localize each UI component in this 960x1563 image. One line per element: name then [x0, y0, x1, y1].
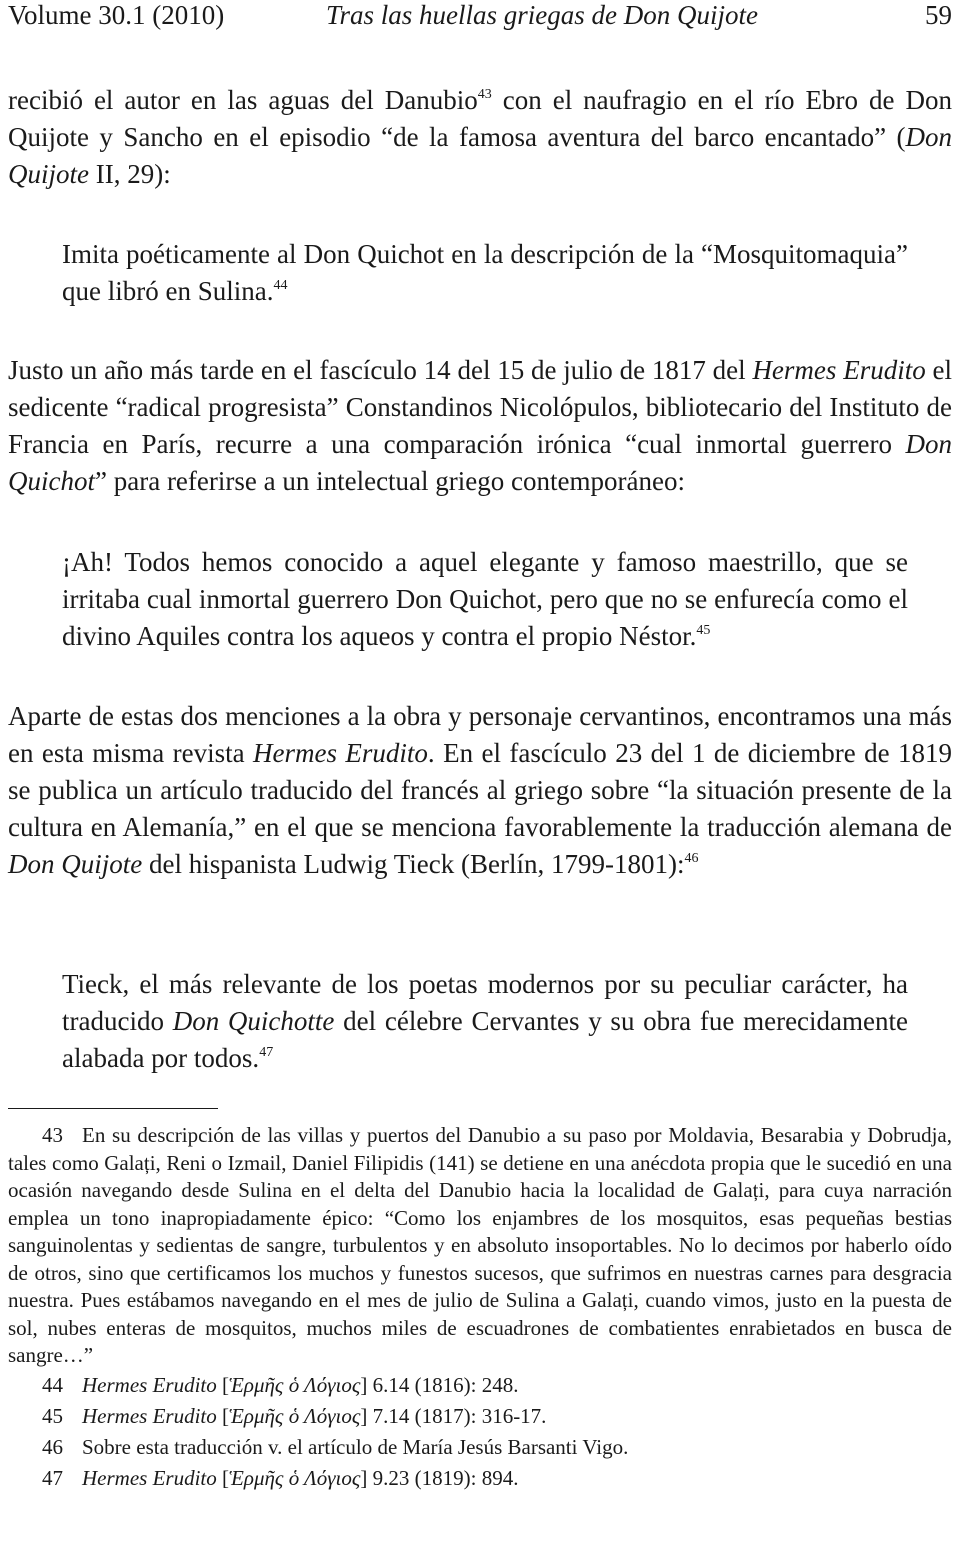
para2-italic-2: Don Quichot [8, 429, 952, 496]
para1-text-2: con el naufragio en el río Ebro de Don Quijote y Sancho en el episodio “de la famosa aventura del barco encantado” ( [8, 85, 952, 152]
para2-italic-1: Hermes Erudito [752, 355, 926, 385]
running-header [8, 0, 952, 40]
footnote-text: [ [216, 1372, 229, 1397]
footnote-45 [8, 1401, 952, 1432]
footnote-source: Hermes Erudito [82, 1372, 217, 1397]
paragraph-2 [8, 352, 952, 500]
para1-italic-title: Don Quijote [8, 122, 952, 189]
footnote-number: 43 [42, 1123, 63, 1147]
para2-text-3: ” para referirse a un intelectual griego contemporáneo: [95, 466, 685, 496]
footnote-divider [8, 1108, 218, 1109]
footnote-ref-47[interactable]: 47 [259, 1045, 274, 1060]
quote1-text: Imita poéticamente al Don Quichot en la descripción de la “Mosquitomaquia” que libró en Sulina. [62, 239, 908, 306]
footnote-text: [ [216, 1465, 229, 1490]
footnote-greek-title: Ἑρμῆς ὁ Λόγιος [229, 1403, 361, 1428]
footnote-text: [ [216, 1403, 229, 1428]
footnotes [8, 1122, 952, 1494]
quote3-text-2: del célebre Cervantes y su obra fue merecidamente alabada por todos. [62, 1006, 908, 1073]
footnote-ref-43[interactable]: 43 [477, 87, 492, 102]
para3-text-2: . En el fascículo 23 del 1 de diciembre de 1819 se publica un artículo traducido del francés al griego sobre “la situación presente de la cultura en Alemanía,” en el que se menciona favorablemente la traducción alemana de [8, 738, 952, 842]
para2-text-2: el sedicente “radical progresista” Constandinos Nicolópulos, bibliotecario del Instituto de Francia en París, recurre a una comparación irónica “cual inmortal guerrero [8, 355, 952, 459]
footnote-citation: ] 6.14 (1816): 248. [360, 1372, 519, 1397]
footnote-citation: ] 7.14 (1817): 316-17. [360, 1403, 547, 1428]
footnote-47 [8, 1463, 952, 1494]
footnote-ref-46[interactable]: 46 [684, 851, 699, 866]
quote3-italic: Don Quichotte [172, 1006, 335, 1036]
footnote-ref-44[interactable]: 44 [273, 278, 288, 293]
quote2-text: ¡Ah! Todos hemos conocido a aquel elegante y famoso maestrillo, que se irritaba cual inmortal guerrero Don Quichot, pero que no se enfurecía como el divino Aquiles contra los aqueos y contra el propio Néstor. [62, 547, 908, 651]
running-title: Tras las huellas griegas de Don Quijote [326, 0, 759, 30]
para2-text-1: Justo un año más tarde en el fascículo 14 del 15 de julio de 1817 del [8, 355, 753, 385]
footnote-text: Sobre esta traducción v. el artículo de María Jesús Barsanti Vigo. [82, 1434, 629, 1459]
footnote-number: 44 [42, 1372, 63, 1397]
para3-text-1: Aparte de estas dos menciones a la obra y personaje cervantinos, encontramos una más en esta misma revista [8, 701, 952, 768]
footnote-number: 47 [42, 1465, 63, 1490]
paragraph-3 [8, 698, 952, 883]
footnote-citation: ] 9.23 (1819): 894. [360, 1465, 519, 1490]
footnote-number: 45 [42, 1403, 63, 1428]
page-number: 59 [925, 0, 952, 30]
para3-italic-1: Hermes Erudito [253, 738, 428, 768]
footnote-46 [8, 1432, 952, 1463]
footnote-text: En su descripción de las villas y puertos del Danubio a su paso por Moldavia, Besarabia y Dobrudja, tales como Galați, Reni o Izmail, Daniel Filipidis (141) se detiene en una anécdota propia que le sucedió en una ocasión navegando desde Sulina en el delta del Danubio hacia la localidad de Galați, para cuya narración emplea un tono inapropiadamente épico: “Como los enjambres de los mosquitos, esas pequeñas bestias sanguinolentas y sedientas de sangre, turbulentos y en absoluto insoportables. No lo decimos por haberlo oído de otros, sino que certificamos los muchos y funestos sucesos, que sufrimos en nuestras carnes para desgracia nuestra. Pues estábamos navegando en el mes de julio de Sulina a Galați, cuando vimos, justo en la puesta de sol, nubes enteras de mosquitos, muchos miles de escuadrones de combatientes enrabietados en busca de sangre…” [8, 1123, 952, 1367]
paragraph-1 [8, 82, 952, 193]
para3-italic-2: Don Quijote [8, 849, 143, 879]
para1-text-1: recibió el autor en las aguas del Danubio [8, 85, 478, 115]
para3-text-3: del hispanista Ludwig Tieck (Berlín, 1799-1801): [142, 849, 685, 879]
footnote-source: Hermes Erudito [82, 1465, 217, 1490]
footnote-greek-title: Ἑρμῆς ὁ Λόγιος [229, 1465, 361, 1490]
block-quote-1 [62, 236, 908, 310]
footnote-44 [8, 1370, 952, 1401]
quote3-text-1: Tieck, el más relevante de los poetas modernos por su peculiar carácter, ha traducido [62, 969, 908, 1036]
footnote-43 [8, 1122, 952, 1370]
block-quote-3 [62, 966, 908, 1077]
block-quote-2 [62, 544, 908, 655]
footnote-ref-45[interactable]: 45 [696, 623, 711, 638]
footnote-greek-title: Ἑρμῆς ὁ Λόγιος [229, 1372, 361, 1397]
footnote-source: Hermes Erudito [82, 1403, 217, 1428]
volume-label: Volume 30.1 (2010) [8, 0, 225, 30]
footnote-number: 46 [42, 1434, 63, 1459]
para1-text-3: II, 29): [89, 159, 171, 189]
